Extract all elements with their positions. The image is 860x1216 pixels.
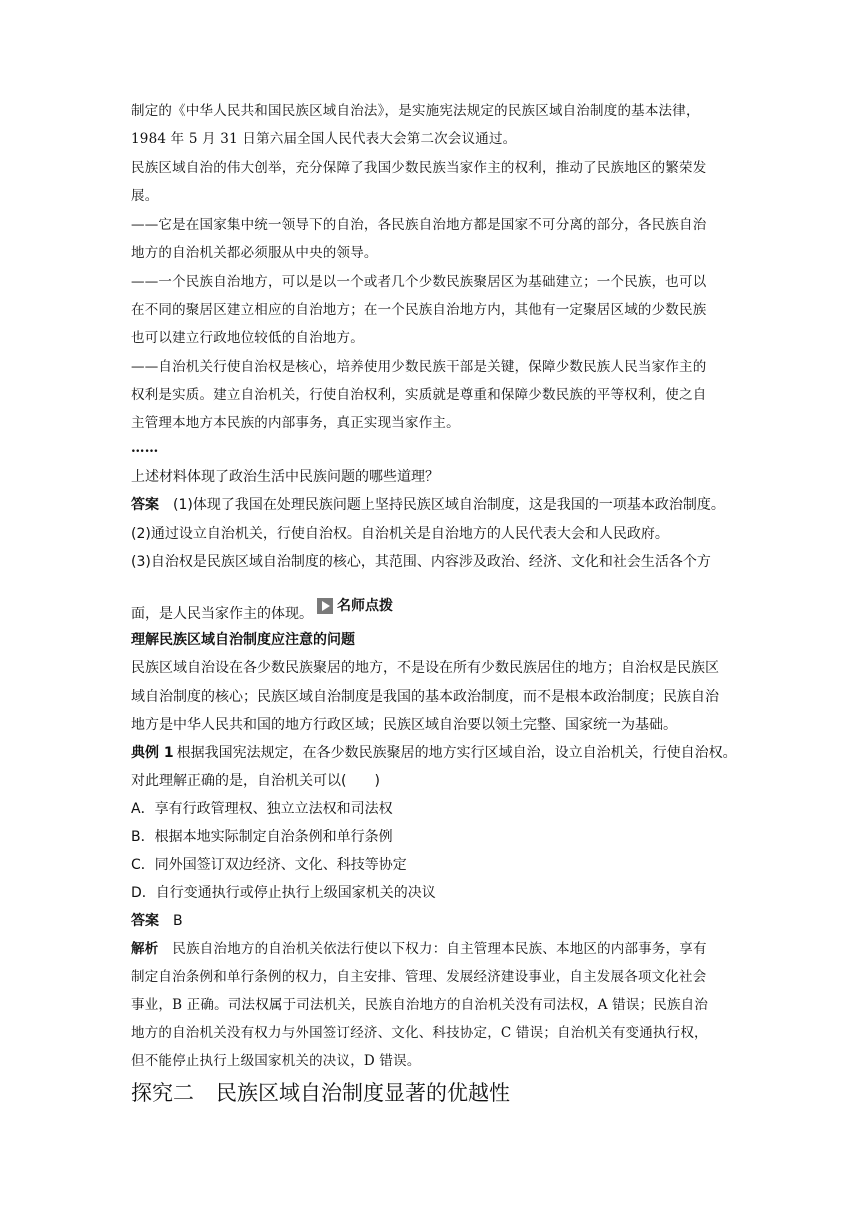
material-line: 展。 xyxy=(131,188,159,204)
tip-heading: 理解民族区域自治制度应注意的问题 xyxy=(131,632,355,648)
option-d: D．自行变通执行或停止执行上级国家机关的决议 xyxy=(131,885,436,901)
analysis-line xyxy=(131,939,731,959)
example-stem-line: 对此理解正确的是，自治机关可以( ) xyxy=(131,773,380,789)
analysis-line: 地方的自治机关没有权力与外国签订经济、文化、科技协定，C 错误；自治机关有变通执行权， xyxy=(131,1025,708,1041)
option-c: C．同外国签订双边经济、文化、科技等协定 xyxy=(131,857,407,873)
analysis-line: 制定自治条例和单行条例的权力，自主安排、管理、发展经济建设事业，自主发展各项文化社会 xyxy=(131,969,707,985)
material-line: 民族区域自治的伟大创举，充分保障了我国少数民族当家作主的权利，推动了民族地区的繁荣发 xyxy=(131,160,707,176)
example-stem-line xyxy=(131,743,737,763)
play-triangle-icon xyxy=(317,598,333,614)
analysis-line: 事业，B 正确。司法权属于司法机关，民族自治地方的自治机关没有司法权，A 错误；民族自治 xyxy=(131,997,709,1013)
tip-line: 民族区域自治设在各少数民族聚居的地方，不是设在所有少数民族居住的地方；自治权是民族区 xyxy=(131,660,719,676)
answer-text: 面，是人民当家作主的体现。 xyxy=(131,606,313,622)
ellipsis: …… xyxy=(131,440,159,456)
material-line: 地方的自治机关都必须服从中央的领导。 xyxy=(131,245,378,261)
answer-line: (2)通过设立自治机关，行使自治权。自治机关是自治地方的人民代表大会和人民政府。 xyxy=(131,526,669,542)
answer-label: 答案 xyxy=(131,913,159,929)
question-text: 上述材料体现了政治生活中民族问题的哪些道理？ xyxy=(131,469,439,485)
material-line: 也可以建立行政地位较低的自治地方。 xyxy=(131,330,364,346)
section-heading xyxy=(131,1079,510,1107)
answer-line: (3)自治权是民族区域自治制度的核心，其范围、内容涉及政治、经济、文化和社会生活各个方 xyxy=(131,554,711,570)
example-stem-text: 根据我国宪法规定，在各少数民族聚居的地方实行区域自治，设立自治机关，行使自治权。 xyxy=(176,745,737,761)
material-line: 1984 年 5 月 31 日第六届全国人民代表大会第二次会议通过。 xyxy=(131,131,517,147)
material-line: 权利是实质。建立自治机关，行使自治权利，实质就是尊重和保障少数民族的平等权利，使之自 xyxy=(131,387,707,403)
analysis-text: 民族自治地方的自治机关依法行使以下权力：自主管理本民族、本地区的内部事务，享有 xyxy=(172,941,707,957)
answer-label: 答案 xyxy=(131,497,159,513)
section-number: 探究二 xyxy=(131,1081,194,1105)
material-line: 制定的《中华人民共和国民族区域自治法》，是实施宪法规定的民族区域自治制度的基本法律， xyxy=(131,103,700,119)
material-line: 在不同的聚居区建立相应的自治地方；在一个民族自治地方内，其他有一定聚居区域的少数民族 xyxy=(131,302,707,318)
section-title: 民族区域自治制度显著的优越性 xyxy=(216,1081,510,1105)
answer-line-with-badge xyxy=(131,596,731,624)
answer-text: (1)体现了我国在处理民族问题上坚持民族区域自治制度，这是我国的一项基本政治制度。 xyxy=(173,497,725,513)
material-line: 主管理本地方本民族的内部事务，真正实现当家作主。 xyxy=(131,415,460,431)
example-label: 典例 1 xyxy=(131,745,174,761)
tip-badge-label: 名师点拨 xyxy=(337,598,393,614)
option-a: A．享有行政管理权、独立立法权和司法权 xyxy=(131,801,393,817)
tip-line: 域自治制度的核心；民族区域自治制度是我国的基本政治制度，而不是根本政治制度；民族自治 xyxy=(131,689,719,705)
tip-line: 地方是中华人民共和国的地方行政区域；民族区域自治要以领土完整、国家统一为基础。 xyxy=(131,717,677,733)
material-line: ——它是在国家集中统一领导下的自治，各民族自治地方都是国家不可分离的部分，各民族自治 xyxy=(131,217,707,233)
answer-value: B xyxy=(173,913,183,929)
example-answer xyxy=(131,911,731,931)
tip-badge xyxy=(317,596,393,616)
material-line: ——自治机关行使自治权是核心，培养使用少数民族干部是关键，保障少数民族人民当家作主的 xyxy=(131,359,707,375)
option-b: B．根据本地实际制定自治条例和单行条例 xyxy=(131,829,393,845)
answer-line xyxy=(131,495,731,515)
analysis-line: 但不能停止执行上级国家机关的决议，D 错误。 xyxy=(131,1053,421,1069)
analysis-label: 解析 xyxy=(131,941,159,957)
material-line: ——一个民族自治地方，可以是以一个或者几个少数民族聚居区为基础建立；一个民族，也可以 xyxy=(131,274,707,290)
